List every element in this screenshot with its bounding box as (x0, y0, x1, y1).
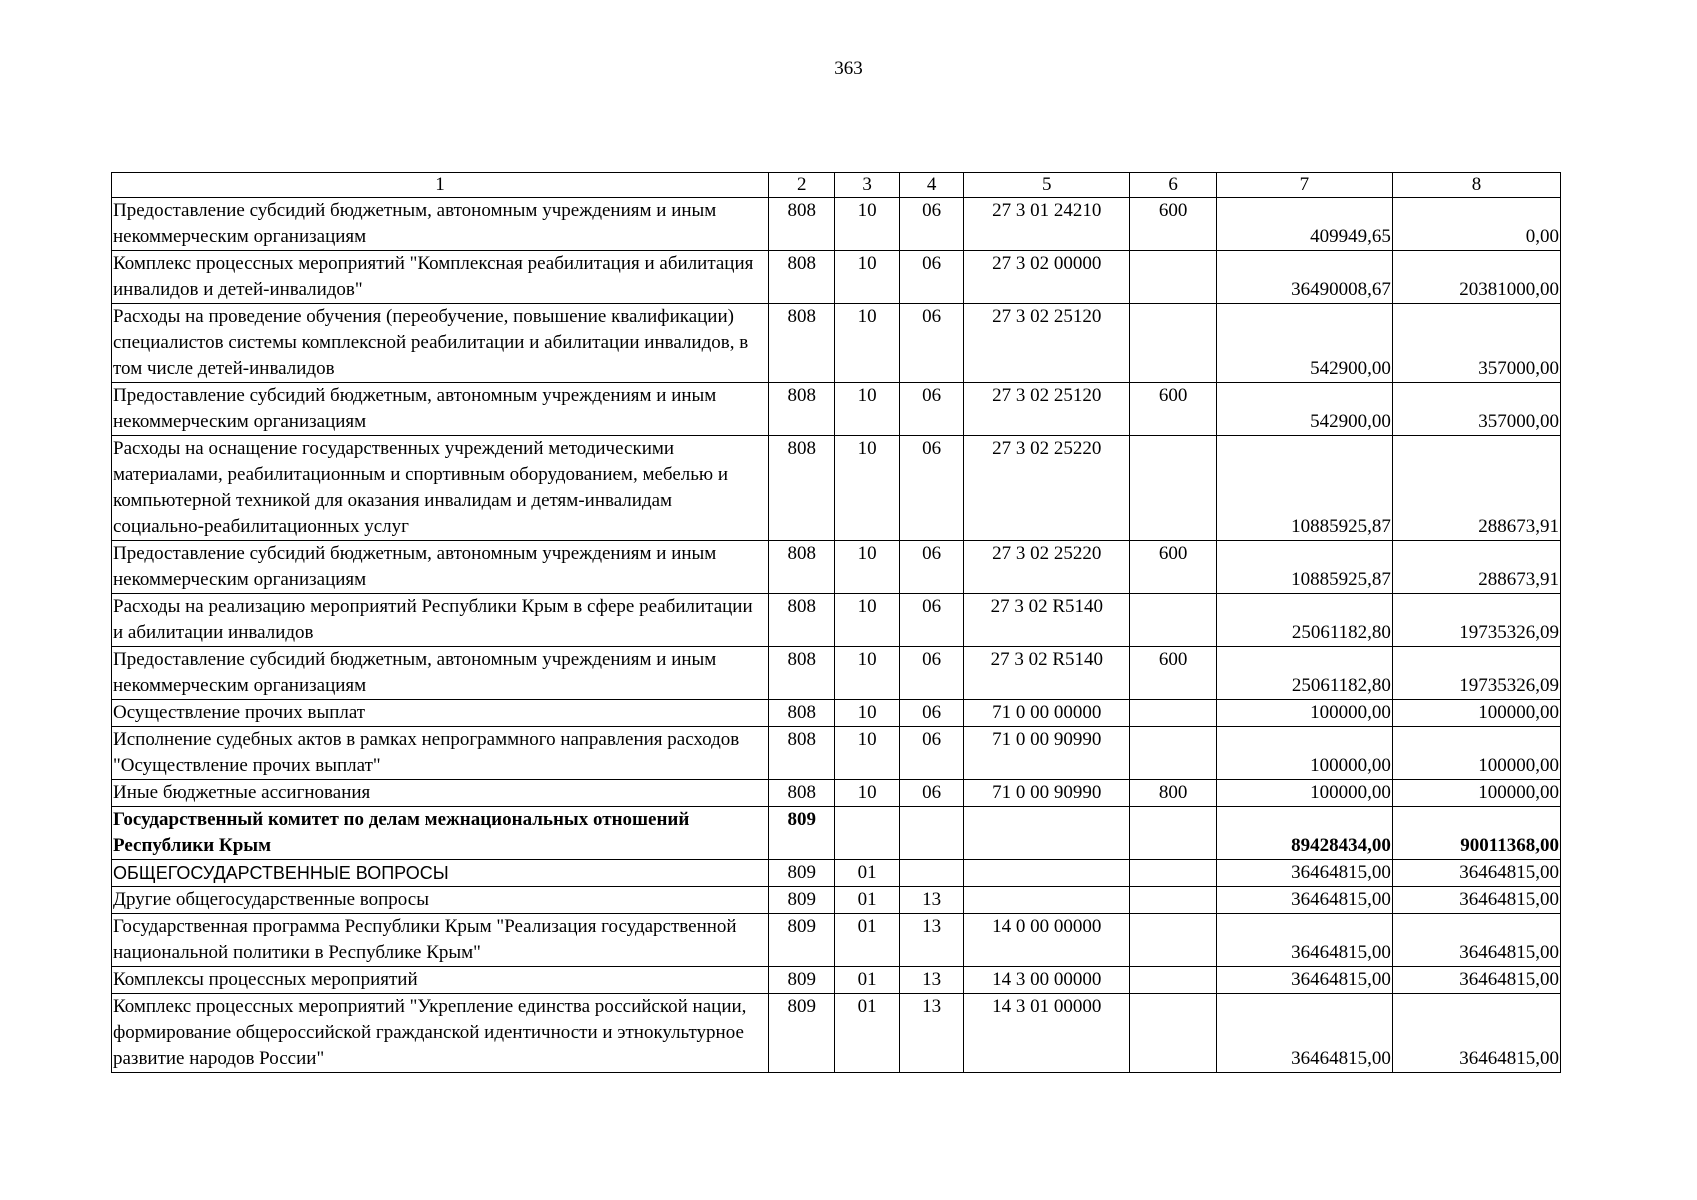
row-amount-1: 100000,00 (1216, 727, 1392, 780)
row-expense-type (1130, 594, 1217, 647)
row-amount-1: 10885925,87 (1216, 436, 1392, 541)
row-target-code: 71 0 00 90990 (964, 780, 1130, 807)
row-expense-type (1130, 304, 1217, 383)
row-ministry-code: 808 (769, 780, 835, 807)
table-row (112, 647, 1561, 700)
row-target-code: 27 3 02 R5140 (964, 647, 1130, 700)
row-section-code (835, 807, 899, 860)
row-section-code: 10 (835, 541, 899, 594)
row-name: Предоставление субсидий бюджетным, автономным учреждениям и иным некоммерческим организациям (112, 647, 769, 700)
row-amount-1: 36464815,00 (1216, 967, 1392, 994)
row-amount-2: 36464815,00 (1392, 967, 1560, 994)
row-section-code: 10 (835, 198, 899, 251)
header-cell: 3 (835, 173, 899, 198)
row-expense-type: 600 (1130, 647, 1217, 700)
row-name: Государственный комитет по делам межнациональных отношений Республики Крым (112, 807, 769, 860)
row-name: Комплексы процессных мероприятий (112, 967, 769, 994)
row-ministry-code: 808 (769, 727, 835, 780)
row-expense-type: 600 (1130, 541, 1217, 594)
row-name: Комплекс процессных мероприятий "Укрепление единства российской нации, формирование общероссийской гражданской идентичности и этнокультурное развитие народов России" (112, 994, 769, 1073)
row-amount-2: 19735326,09 (1392, 594, 1560, 647)
row-target-code: 27 3 01 24210 (964, 198, 1130, 251)
row-target-code: 71 0 00 00000 (964, 700, 1130, 727)
row-ministry-code: 809 (769, 914, 835, 967)
row-section-code: 01 (835, 967, 899, 994)
row-ministry-code: 808 (769, 647, 835, 700)
row-section-code: 10 (835, 727, 899, 780)
row-section-code: 10 (835, 251, 899, 304)
row-section-code: 10 (835, 594, 899, 647)
row-subsection-code: 06 (899, 647, 963, 700)
row-target-code (964, 887, 1130, 914)
row-expense-type: 600 (1130, 383, 1217, 436)
row-ministry-code: 809 (769, 860, 835, 887)
table-header-row (112, 173, 1561, 198)
row-amount-1: 100000,00 (1216, 780, 1392, 807)
row-subsection-code: 13 (899, 887, 963, 914)
row-name: Расходы на оснащение государственных учреждений методическими материалами, реабилитационным и спортивным оборудованием, мебелью и компьютерной техникой для оказания инвалидам и детям-инвалидам социально-реабилитационных услуг (112, 436, 769, 541)
row-amount-1: 100000,00 (1216, 700, 1392, 727)
table-row (112, 383, 1561, 436)
row-name: Предоставление субсидий бюджетным, автономным учреждениям и иным некоммерческим организациям (112, 198, 769, 251)
table-row-ministry-total (112, 807, 1561, 860)
row-subsection-code: 06 (899, 383, 963, 436)
row-section-code: 01 (835, 860, 899, 887)
row-name: Государственная программа Республики Крым "Реализация государственной национальной политики в Республике Крым" (112, 914, 769, 967)
row-target-code (964, 860, 1130, 887)
row-expense-type (1130, 887, 1217, 914)
row-subsection-code (899, 860, 963, 887)
row-name: Исполнение судебных актов в рамках непрограммного направления расходов "Осуществление прочих выплат" (112, 727, 769, 780)
row-amount-2: 100000,00 (1392, 780, 1560, 807)
row-amount-2: 36464815,00 (1392, 914, 1560, 967)
row-amount-1: 36464815,00 (1216, 860, 1392, 887)
row-expense-type (1130, 727, 1217, 780)
row-ministry-code: 808 (769, 594, 835, 647)
page-number: 363 (834, 58, 863, 79)
row-subsection-code: 06 (899, 700, 963, 727)
row-amount-2: 357000,00 (1392, 383, 1560, 436)
row-amount-1: 542900,00 (1216, 304, 1392, 383)
row-target-code: 14 0 00 00000 (964, 914, 1130, 967)
row-expense-type (1130, 807, 1217, 860)
row-target-code: 27 3 02 25120 (964, 304, 1130, 383)
row-section-code: 01 (835, 887, 899, 914)
row-name: Расходы на проведение обучения (переобучение, повышение квалификации) специалистов системы комплексной реабилитации и абилитации инвалидов, в том числе детей-инвалидов (112, 304, 769, 383)
row-amount-1: 409949,65 (1216, 198, 1392, 251)
row-amount-1: 36490008,67 (1216, 251, 1392, 304)
header-cell: 7 (1216, 173, 1392, 198)
row-name: ОБЩЕГОСУДАРСТВЕННЫЕ ВОПРОСЫ (112, 860, 769, 887)
table-row (112, 780, 1561, 807)
row-name: Другие общегосударственные вопросы (112, 887, 769, 914)
header-cell: 1 (112, 173, 769, 198)
row-name: Осуществление прочих выплат (112, 700, 769, 727)
row-amount-1: 25061182,80 (1216, 594, 1392, 647)
row-expense-type (1130, 436, 1217, 541)
row-subsection-code: 13 (899, 914, 963, 967)
row-target-code: 14 3 00 00000 (964, 967, 1130, 994)
row-target-code: 14 3 01 00000 (964, 994, 1130, 1073)
row-ministry-code: 809 (769, 887, 835, 914)
row-subsection-code: 06 (899, 304, 963, 383)
row-subsection-code: 13 (899, 994, 963, 1073)
row-amount-2: 100000,00 (1392, 727, 1560, 780)
row-target-code: 27 3 02 R5140 (964, 594, 1130, 647)
row-ministry-code: 808 (769, 304, 835, 383)
header-cell: 4 (899, 173, 963, 198)
row-amount-1: 10885925,87 (1216, 541, 1392, 594)
table-row (112, 436, 1561, 541)
table-row (112, 594, 1561, 647)
table-row (112, 994, 1561, 1073)
table-row (112, 304, 1561, 383)
row-amount-2: 100000,00 (1392, 700, 1560, 727)
row-subsection-code: 06 (899, 436, 963, 541)
row-amount-1: 36464815,00 (1216, 994, 1392, 1073)
row-ministry-code: 809 (769, 807, 835, 860)
table-row (112, 914, 1561, 967)
row-section-code: 10 (835, 383, 899, 436)
row-amount-1: 542900,00 (1216, 383, 1392, 436)
row-section-code: 10 (835, 647, 899, 700)
row-section-code: 10 (835, 700, 899, 727)
row-amount-1: 25061182,80 (1216, 647, 1392, 700)
row-ministry-code: 808 (769, 198, 835, 251)
row-target-code: 71 0 00 90990 (964, 727, 1130, 780)
row-name: Расходы на реализацию мероприятий Республики Крым в сфере реабилитации и абилитации инвалидов (112, 594, 769, 647)
header-cell: 8 (1392, 173, 1560, 198)
row-section-code: 10 (835, 780, 899, 807)
row-expense-type: 600 (1130, 198, 1217, 251)
row-ministry-code: 808 (769, 383, 835, 436)
table-row (112, 541, 1561, 594)
row-subsection-code: 06 (899, 727, 963, 780)
row-target-code (964, 807, 1130, 860)
row-expense-type (1130, 251, 1217, 304)
row-ministry-code: 809 (769, 994, 835, 1073)
row-ministry-code: 808 (769, 541, 835, 594)
row-target-code: 27 3 02 25220 (964, 436, 1130, 541)
row-amount-2: 20381000,00 (1392, 251, 1560, 304)
row-ministry-code: 808 (769, 251, 835, 304)
row-amount-2: 288673,91 (1392, 541, 1560, 594)
table-row (112, 700, 1561, 727)
header-cell: 5 (964, 173, 1130, 198)
row-amount-2: 288673,91 (1392, 436, 1560, 541)
row-amount-2: 0,00 (1392, 198, 1560, 251)
row-expense-type (1130, 700, 1217, 727)
row-subsection-code (899, 807, 963, 860)
row-subsection-code: 06 (899, 251, 963, 304)
row-name: Комплекс процессных мероприятий "Комплексная реабилитация и абилитация инвалидов и детей-инвалидов" (112, 251, 769, 304)
table-row (112, 887, 1561, 914)
row-name: Иные бюджетные ассигнования (112, 780, 769, 807)
row-subsection-code: 13 (899, 967, 963, 994)
row-name: Предоставление субсидий бюджетным, автономным учреждениям и иным некоммерческим организациям (112, 541, 769, 594)
row-target-code: 27 3 02 25120 (964, 383, 1130, 436)
row-subsection-code: 06 (899, 780, 963, 807)
row-section-code: 01 (835, 914, 899, 967)
row-amount-1: 89428434,00 (1216, 807, 1392, 860)
row-ministry-code: 808 (769, 700, 835, 727)
row-amount-2: 90011368,00 (1392, 807, 1560, 860)
row-subsection-code: 06 (899, 594, 963, 647)
table-row (112, 967, 1561, 994)
row-amount-1: 36464815,00 (1216, 914, 1392, 967)
table-row-section (112, 860, 1561, 887)
row-expense-type (1130, 967, 1217, 994)
header-cell: 2 (769, 173, 835, 198)
row-expense-type (1130, 994, 1217, 1073)
row-expense-type (1130, 860, 1217, 887)
row-name: Предоставление субсидий бюджетным, автономным учреждениям и иным некоммерческим организациям (112, 383, 769, 436)
row-expense-type: 800 (1130, 780, 1217, 807)
row-subsection-code: 06 (899, 541, 963, 594)
row-amount-2: 36464815,00 (1392, 887, 1560, 914)
row-ministry-code: 809 (769, 967, 835, 994)
row-target-code: 27 3 02 00000 (964, 251, 1130, 304)
row-amount-1: 36464815,00 (1216, 887, 1392, 914)
row-target-code: 27 3 02 25220 (964, 541, 1130, 594)
header-cell: 6 (1130, 173, 1217, 198)
table-row (112, 251, 1561, 304)
row-amount-2: 19735326,09 (1392, 647, 1560, 700)
row-amount-2: 36464815,00 (1392, 994, 1560, 1073)
row-ministry-code: 808 (769, 436, 835, 541)
row-expense-type (1130, 914, 1217, 967)
row-amount-2: 36464815,00 (1392, 860, 1560, 887)
budget-table (111, 172, 1561, 1073)
table-row (112, 727, 1561, 780)
row-section-code: 10 (835, 304, 899, 383)
row-section-code: 01 (835, 994, 899, 1073)
row-amount-2: 357000,00 (1392, 304, 1560, 383)
row-subsection-code: 06 (899, 198, 963, 251)
table-row (112, 198, 1561, 251)
row-section-code: 10 (835, 436, 899, 541)
